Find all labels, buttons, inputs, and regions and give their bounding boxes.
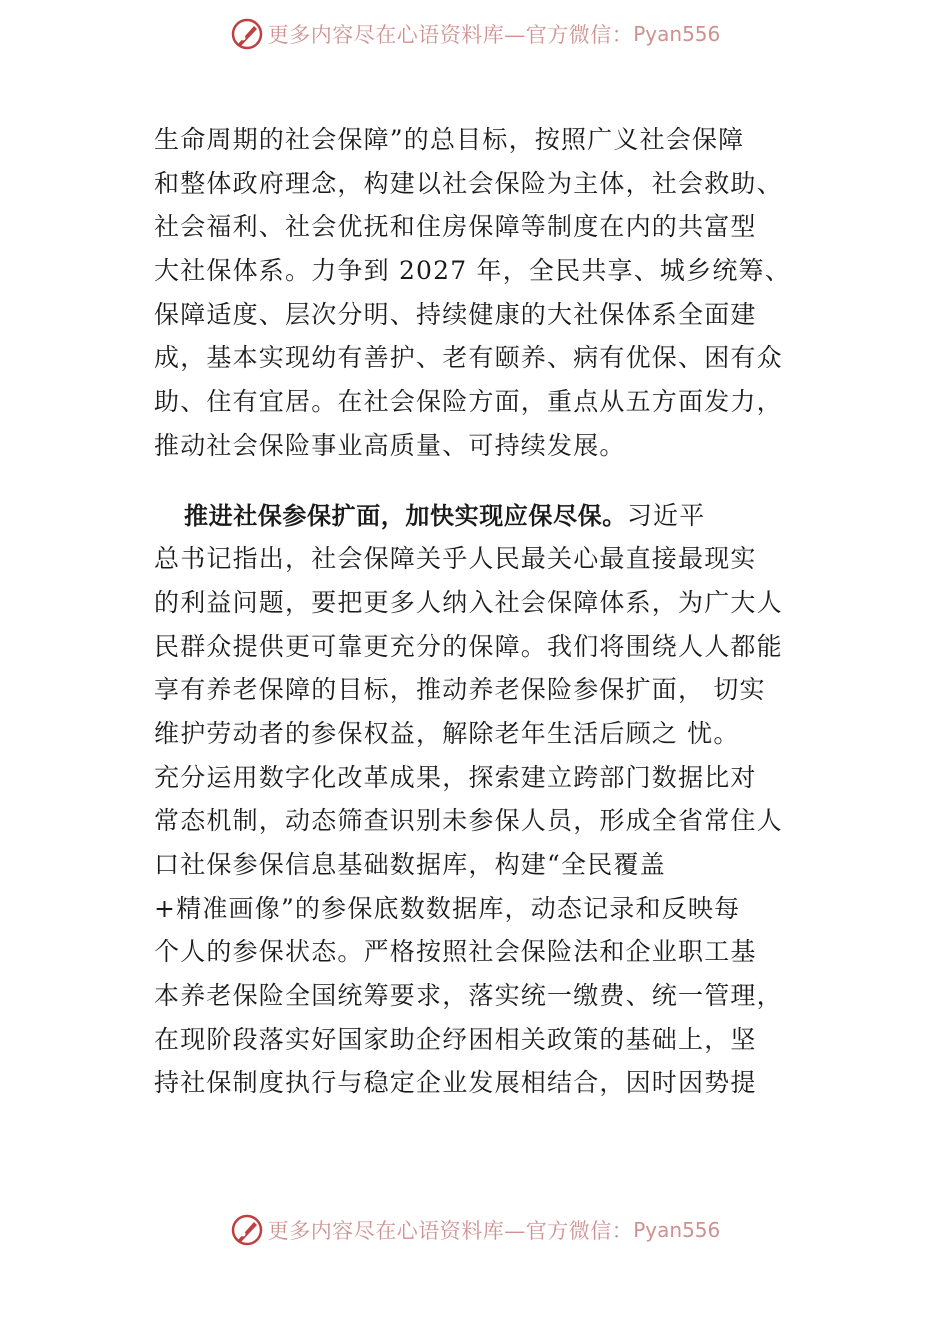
pen-logo-icon xyxy=(230,17,264,51)
text-line: 维护劳动者的参保权益，解除老年生活后顾之 忧。 xyxy=(154,718,740,748)
banner-text: 更多内容尽在心语资料库—官方微信： xyxy=(267,1219,634,1243)
text-line: 口社保参保信息基础数据库，构建“全民覆盖 xyxy=(154,850,666,879)
paragraph-2-first-line xyxy=(154,494,814,538)
text-line: 充分运用数字化改革成果，探索建立跨部门数据比对 xyxy=(154,762,757,792)
text-line: 常态机制，动态筛查识别未参保人员，形成全省常住人 xyxy=(154,806,783,836)
text-line: 习近平 xyxy=(626,500,706,530)
text-line: 个人的参保状态。严格按照社会保险法和企业职工基 xyxy=(154,937,757,967)
text-line: 助、住有宜居。在社会保险方面，重点从五方面发力， xyxy=(154,387,783,417)
banner-contact: Pyan556 xyxy=(633,22,721,46)
text-line: 推动社会保险事业高质量、可持续发展。 xyxy=(154,430,626,460)
header-banner xyxy=(0,14,950,54)
text-line: 总书记指出，社会保障关乎人民最关心最直接最现实 xyxy=(154,544,757,574)
pen-logo-icon xyxy=(230,1213,264,1247)
text-line: 成，基本实现幼有善护、老有颐养、病有优保、困有众 xyxy=(154,343,783,373)
text-line: 生命周期的社会保障”的总目标，按照广义社会保障 xyxy=(154,125,745,154)
text-line: +精准画像”的参保底数数据库，动态记录和反映每 xyxy=(154,893,741,923)
text-line: 本养老保险全国统筹要求，落实统一缴费、统一管理， xyxy=(154,981,783,1011)
document-body xyxy=(154,118,814,1105)
paragraph-2 xyxy=(154,494,814,1106)
text-line: 大社保体系。力争到 2027 年，全民共享、城乡统筹、 xyxy=(154,256,791,286)
text-line: 社会福利、社会优抚和住房保障等制度在内的共富型 xyxy=(154,212,757,242)
banner-contact: Pyan556 xyxy=(633,1218,721,1242)
text-line: 享有养老保障的目标，推动养老保险参保扩面， 切实 xyxy=(154,675,766,705)
section-heading: 推进社保参保扩面，加快实现应保尽保。 xyxy=(184,501,627,530)
text-line: 的利益问题，要把更多人纳入社会保障体系，为广大人 xyxy=(154,587,783,617)
text-line: 保障适度、层次分明、持续健康的大社保体系全面建 xyxy=(154,299,757,329)
text-line: 民群众提供更可靠更充分的保障。我们将围绕人人都能 xyxy=(154,631,783,661)
footer-banner xyxy=(0,1210,950,1250)
text-line: 持社保制度执行与稳定企业发展相结合，因时因势提 xyxy=(154,1068,757,1098)
paragraph-1 xyxy=(154,118,814,468)
text-line: 和整体政府理念，构建以社会保险为主体，社会救助、 xyxy=(154,168,783,198)
banner-text: 更多内容尽在心语资料库—官方微信： xyxy=(267,23,634,47)
text-line: 在现阶段落实好国家助企纾困相关政策的基础上，坚 xyxy=(154,1024,757,1054)
